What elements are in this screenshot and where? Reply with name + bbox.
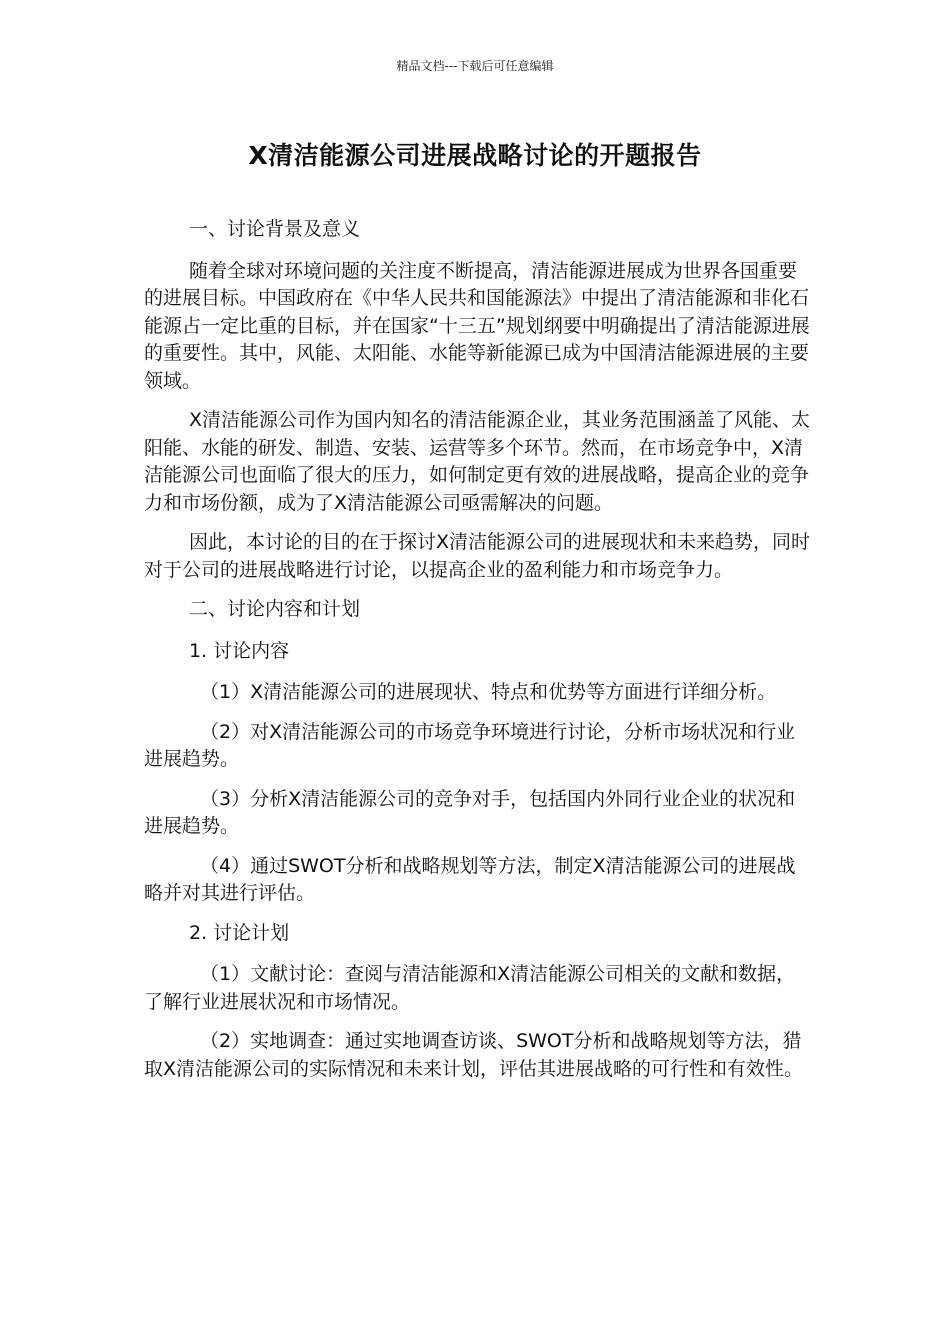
section-heading-background: 一、讨论背景及意义 bbox=[189, 218, 361, 240]
subsection-heading-plan: 2. 讨论计划 bbox=[189, 921, 290, 944]
list-item: （1）文献讨论：查阅与清洁能源和X清洁能源公司相关的文献和数据，了解行业进展状况和市场情况。 bbox=[144, 963, 796, 1013]
paragraph: 随着全球对环境问题的关注度不断提高，清洁能源进展成为世界各国重要的进展目标。中国政府在《中华人民共和国能源法》中提出了清洁能源和非化石能源占一定比重的目标，并在国家“十三五”规划纲要中明确提出了清洁能源进展的重要性。其中，风能、太阳能、水能等新能源已成为中国清洁能源进展的主要领域。 bbox=[144, 259, 810, 392]
paragraph: X清洁能源公司作为国内知名的清洁能源企业，其业务范围涵盖了风能、太阳能、水能的研发、制造、安装、运营等多个环节。然而，在市场竞争中，X清洁能源公司也面临了很大的压力，如何制定更有效的进展战略，提高企业的竞争力和市场份额，成为了X清洁能源公司亟需解决的问题。 bbox=[144, 409, 811, 514]
document-body bbox=[144, 216, 812, 1095]
subsection-heading-content: 1. 讨论内容 bbox=[189, 639, 290, 662]
list-item: （4）通过SWOT分析和战略规划等方法，制定X清洁能源公司的进展战略并对其进行评估。 bbox=[144, 854, 796, 904]
paragraph: 因此，本讨论的目的在于探讨X清洁能源公司的进展现状和未来趋势，同时对于公司的进展战略进行讨论，以提高企业的盈利能力和市场竞争力。 bbox=[144, 531, 811, 581]
document-title: X清洁能源公司进展战略讨论的开题报告 bbox=[248, 141, 702, 170]
list-item: （2）对X清洁能源公司的市场竞争环境进行讨论，分析市场状况和行业进展趋势。 bbox=[144, 720, 796, 770]
list-item: （2）实地调查：通过实地调查访谈、SWOT分析和战略规划等方法，猎取X清洁能源公司的实际情况和未来计划，评估其进展战略的可行性和有效性。 bbox=[144, 1030, 804, 1080]
section-heading-content-plan: 二、讨论内容和计划 bbox=[189, 598, 361, 620]
list-item: （1）X清洁能源公司的进展现状、特点和优势等方面进行详细分析。 bbox=[200, 681, 777, 703]
page-header-note: 精品文档---下载后可任意编辑 bbox=[396, 59, 554, 73]
list-item: （3）分析X清洁能源公司的竞争对手，包括国内外同行业企业的状况和进展趋势。 bbox=[144, 787, 796, 837]
